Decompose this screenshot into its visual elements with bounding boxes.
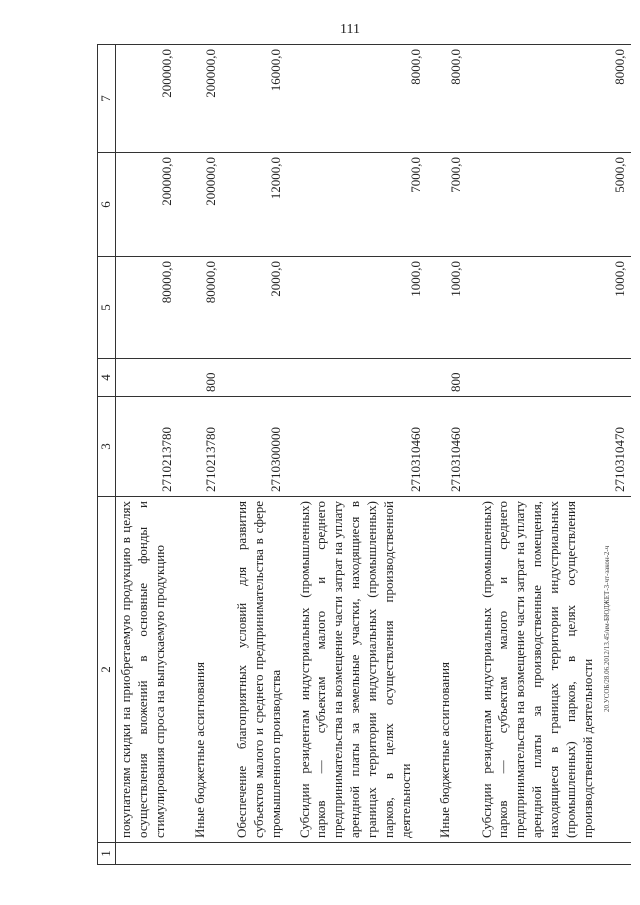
row-index-cell [467,843,631,865]
amount-col7-cell: 200000,0 [178,45,222,153]
amount-col7-cell: 16000,0 [222,45,287,153]
table-row [115,45,178,865]
type-cell: 800 [178,359,222,397]
type-cell [467,359,631,397]
code-cell: 2710310460 [287,397,427,497]
type-cell [222,359,287,397]
amount-col5-cell: 80000,0 [178,257,222,359]
table-row [222,45,287,865]
header-col-6: 6 [98,153,116,257]
code-cell: 2710213780 [115,397,178,497]
header-col-4: 4 [98,359,116,397]
header-row [98,45,116,865]
table-row [467,45,631,865]
footer-stamp: 20.УСОБ/28.06.2012/13.45/им-БЮДЖЕТ-3-чт-закон-2-ч [603,545,611,712]
description-cell: покупателям скидки на приобретаемую продукцию в целях осуществления вложений в основные фонды и стимулирования спроса на выпускаемую продукцию [115,497,178,843]
page-number: 111 [340,22,360,37]
header-col-2: 2 [98,497,116,843]
amount-col6-cell: 7000,0 [287,153,427,257]
amount-col7-cell: 8000,0 [287,45,427,153]
header-col-3: 3 [98,397,116,497]
row-index-cell [222,843,287,865]
budget-table [97,44,631,865]
row-index-cell [178,843,222,865]
amount-col6-cell: 200000,0 [178,153,222,257]
header-col-5: 5 [98,257,116,359]
row-index-cell [115,843,178,865]
amount-col6-cell: 12000,0 [222,153,287,257]
amount-col6-cell: 200000,0 [115,153,178,257]
code-cell: 2710213780 [178,397,222,497]
amount-col7-cell: 200000,0 [115,45,178,153]
table-row [178,45,222,865]
description-cell: Субсидии резидентам индустриальных (промышленных) парков — субъектам малого и среднего предпринимательства на возмещение части затрат на уплату арендной платы за земельные участки, находящиеся в границах территории индустриальных (промышленных) парков, в целях осуществления производственной деятельности [287,497,427,843]
amount-col5-cell: 2000,0 [222,257,287,359]
code-cell: 2710300000 [222,397,287,497]
amount-col6-cell: 5000,0 [467,153,631,257]
row-index-cell [287,843,427,865]
table-row [287,45,427,865]
type-cell [115,359,178,397]
code-cell: 2710310460 [427,397,467,497]
table-row [427,45,467,865]
header-col-7: 7 [98,45,116,153]
description-cell: Обеспечение благоприятных условий для развития субъектов малого и среднего предпринимательства в сфере промышленного производства [222,497,287,843]
description-cell: Иные бюджетные ассигнования [178,497,222,843]
description-cell: Иные бюджетные ассигнования [427,497,467,843]
amount-col7-cell: 8000,0 [467,45,631,153]
description-cell: Субсидии резидентам индустриальных (промышленных) парков — субъектам малого и среднего предпринимательства на возмещение части затрат на уплату арендной платы за производственные помещения, находящиеся в границах территории индустриальных (промышленных) парков, в целях осуществления производственной деятельности [467,497,631,843]
row-index-cell [427,843,467,865]
type-cell [287,359,427,397]
amount-col5-cell: 80000,0 [115,257,178,359]
amount-col5-cell: 1000,0 [427,257,467,359]
amount-col5-cell: 1000,0 [467,257,631,359]
amount-col7-cell: 8000,0 [427,45,467,153]
amount-col5-cell: 1000,0 [287,257,427,359]
amount-col6-cell: 7000,0 [427,153,467,257]
type-cell: 800 [427,359,467,397]
header-col-1: 1 [98,843,116,865]
code-cell: 2710310470 [467,397,631,497]
